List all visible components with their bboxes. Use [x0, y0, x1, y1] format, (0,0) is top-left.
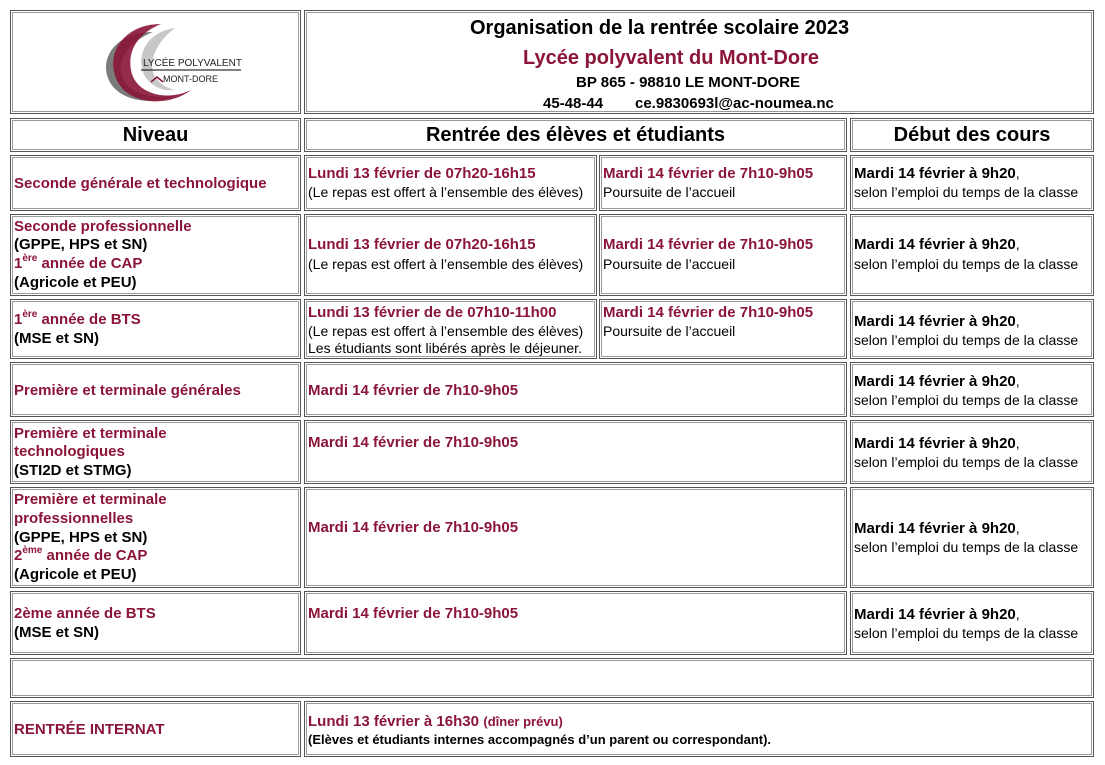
- niveau-detail: (GPPE, HPS et SN): [14, 236, 148, 253]
- row5-niveau: [10, 420, 301, 484]
- spacer-row: [10, 658, 1094, 698]
- debut-note: selon l’emploi du temps de la classe: [854, 539, 1079, 555]
- debut-title: Mardi 14 février à 9h20: [854, 520, 1016, 537]
- rentree-title: Mardi 14 février de 7h10-9h05: [308, 382, 519, 399]
- niveau-label: Seconde professionnelle: [14, 218, 192, 235]
- niveau-label-2: professionnelles: [14, 510, 134, 527]
- niveau-label: Seconde générale et technologique: [14, 175, 267, 192]
- niveau-detail: (MSE et SN): [14, 330, 100, 347]
- niveau-label: 1ère année de BTS: [14, 309, 141, 328]
- logo-text-1: LYCÉE POLYVALENT: [143, 58, 242, 69]
- school-email: ce.9830693l@ac-noumea.nc: [635, 95, 834, 112]
- row1-day1: [304, 155, 597, 211]
- row4-niveau: [10, 362, 301, 417]
- row3-niveau: [10, 299, 301, 359]
- day2-note: Poursuite de l’accueil: [603, 256, 736, 272]
- row4-debut: [850, 362, 1094, 417]
- niveau-label: 2ème année de BTS: [14, 605, 156, 622]
- niveau-detail: (GPPE, HPS et SN): [14, 529, 148, 546]
- row3-day2: [599, 299, 847, 359]
- debut-note: selon l’emploi du temps de la classe: [854, 392, 1079, 408]
- rentree-title: Mardi 14 février de 7h10-9h05: [308, 519, 519, 536]
- debut-note: selon l’emploi du temps de la classe: [854, 625, 1079, 641]
- row3-day1: [304, 299, 597, 359]
- debut-title: Mardi 14 février à 9h20: [854, 165, 1016, 182]
- school-address: BP 865 - 98810 LE MONT-DORE: [576, 74, 800, 91]
- school-name: Lycée polyvalent du Mont-Dore: [523, 47, 819, 69]
- row6-debut: [850, 487, 1094, 588]
- row1-day2: [599, 155, 847, 211]
- niveau-label: Première et terminale générales: [14, 382, 241, 399]
- row2-day2: [599, 214, 847, 296]
- niveau-label: Première et terminale: [14, 491, 167, 508]
- debut-title-line: Mardi 14 février à 9h20,: [854, 606, 1020, 623]
- row2-day1: [304, 214, 597, 296]
- day2-title: Mardi 14 février de 7h10-9h05: [603, 236, 814, 253]
- row1-debut: [850, 155, 1094, 211]
- header-rentree: [304, 118, 847, 152]
- day1-note: (Le repas est offert à l’ensemble des élèves): [308, 256, 584, 272]
- day1-note: (Le repas est offert à l’ensemble des élèves): [308, 323, 584, 339]
- internat-title-note: (dîner prévu): [483, 714, 563, 729]
- debut-title-line: Mardi 14 février à 9h20,: [854, 520, 1020, 537]
- logo-box: [10, 10, 301, 114]
- row3-debut: [850, 299, 1094, 359]
- header-debut-label: Début des cours: [893, 124, 1051, 146]
- page-title: Organisation de la rentrée scolaire 2023: [470, 17, 850, 39]
- internat-note: (Elèves et étudiants internes accompagnés d’un parent ou correspondant).: [308, 732, 772, 747]
- rentree-title: Mardi 14 février de 7h10-9h05: [308, 605, 519, 622]
- logo-text-2: MONT-DORE: [163, 74, 218, 84]
- row1-niveau: [10, 155, 301, 211]
- internat-label-cell: [10, 701, 301, 757]
- row5-rentree: [304, 420, 847, 484]
- internat-title-line: [308, 713, 1091, 731]
- niveau-detail-2: (Agricole et PEU): [14, 274, 137, 291]
- day2-note: Poursuite de l’accueil: [603, 323, 736, 339]
- day2-title: Mardi 14 février de 7h10-9h05: [603, 304, 814, 321]
- debut-note: selon l’emploi du temps de la classe: [854, 454, 1079, 470]
- row7-rentree: [304, 591, 847, 655]
- debut-title: Mardi 14 février à 9h20: [854, 236, 1016, 253]
- row2-niveau: [10, 214, 301, 296]
- row5-debut: [850, 420, 1094, 484]
- day1-note: (Le repas est offert à l’ensemble des élèves): [308, 184, 584, 200]
- row7-debut: [850, 591, 1094, 655]
- internat-title: Lundi 13 février à 16h30: [308, 713, 479, 730]
- header-niveau-label: Niveau: [122, 124, 189, 146]
- header-debut: [850, 118, 1094, 152]
- debut-title: Mardi 14 février à 9h20: [854, 373, 1016, 390]
- debut-note: selon l’emploi du temps de la classe: [854, 184, 1079, 200]
- row7-niveau: [10, 591, 301, 655]
- internat-detail-cell: [304, 701, 1094, 757]
- internat-label: RENTRÉE INTERNAT: [14, 721, 165, 738]
- day2-note: Poursuite de l’accueil: [603, 184, 736, 200]
- day1-note-2: Les étudiants sont libérés après le déjeuner.: [308, 340, 582, 356]
- debut-title: Mardi 14 février à 9h20: [854, 606, 1016, 623]
- day1-title: Lundi 13 février de de 07h10-11h00: [308, 304, 557, 321]
- debut-note: selon l’emploi du temps de la classe: [854, 332, 1079, 348]
- day1-title: Lundi 13 février de 07h20-16h15: [308, 236, 536, 253]
- rentree-title: Mardi 14 février de 7h10-9h05: [308, 434, 519, 451]
- debut-title: Mardi 14 février à 9h20: [854, 435, 1016, 452]
- school-phone: 45-48-44: [543, 95, 604, 112]
- niveau-label-2: technologiques: [14, 443, 125, 460]
- debut-title-line: Mardi 14 février à 9h20,: [854, 313, 1020, 330]
- day2-title: Mardi 14 février de 7h10-9h05: [603, 165, 814, 182]
- debut-note: selon l’emploi du temps de la classe: [854, 256, 1079, 272]
- debut-title-line: Mardi 14 février à 9h20,: [854, 373, 1020, 390]
- niveau-label: Première et terminale: [14, 425, 167, 442]
- debut-title-line: Mardi 14 février à 9h20,: [854, 165, 1020, 182]
- niveau-detail: (STI2D et STMG): [14, 462, 132, 479]
- niveau-label-2: 1ère année de CAP: [14, 253, 143, 272]
- row4-rentree: [304, 362, 847, 417]
- day1-title: Lundi 13 février de 07h20-16h15: [308, 165, 536, 182]
- school-logo: [83, 14, 263, 110]
- row2-debut: [850, 214, 1094, 296]
- niveau-detail-2: (Agricole et PEU): [14, 566, 137, 583]
- header-rentree-label: Rentrée des élèves et étudiants: [425, 124, 725, 146]
- debut-title: Mardi 14 février à 9h20: [854, 313, 1016, 330]
- title-box: [304, 10, 1094, 114]
- debut-title-line: Mardi 14 février à 9h20,: [854, 236, 1020, 253]
- row6-niveau: [10, 487, 301, 588]
- debut-title-line: Mardi 14 février à 9h20,: [854, 435, 1020, 452]
- row6-rentree: [304, 487, 847, 588]
- niveau-detail: (MSE et SN): [14, 624, 100, 641]
- niveau-label-3: 2ème année de CAP: [14, 545, 148, 564]
- header-niveau: [10, 118, 301, 152]
